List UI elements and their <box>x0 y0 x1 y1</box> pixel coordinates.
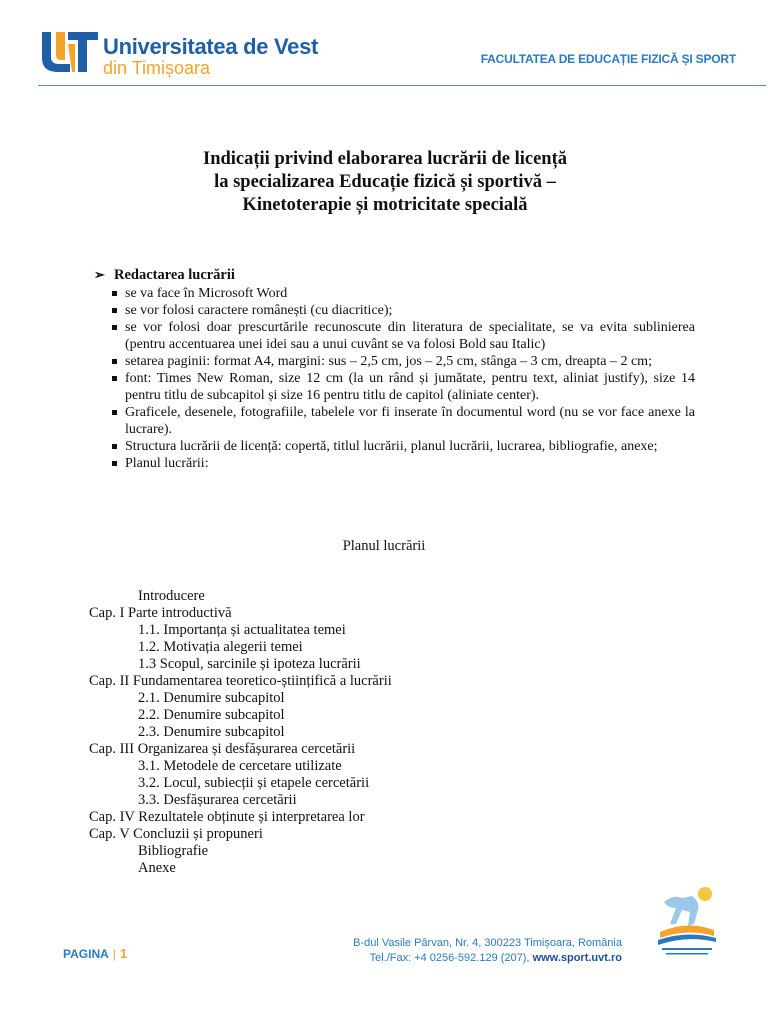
plan-outline <box>89 588 392 877</box>
list-item-text: se vor folosi caractere românești (cu diacritice); <box>125 303 393 318</box>
list-item-text: Graficele, desenele, fotografiile, tabelele vor fi inserate în documentul word (nu se vor face anexe la lucrare). <box>125 405 695 437</box>
square-bullet-icon <box>112 325 117 330</box>
title-line-3: Kinetoterapie și motricitate specială <box>242 195 528 215</box>
list-item <box>110 455 695 472</box>
page-separator: | <box>112 947 116 961</box>
page-number: 1 <box>119 946 128 961</box>
address-line: B-dul Vasile Pârvan, Nr. 4, 300223 Timișoara, România <box>353 937 622 949</box>
plan-line: Cap. V Concluzii și propuneri <box>89 826 263 842</box>
square-bullet-icon <box>112 461 117 466</box>
list-item <box>110 404 695 438</box>
plan-line: Anexe <box>138 860 176 876</box>
list-item-text: font: Times New Roman, size 12 cm (la un rând și jumătate, pentru text, aliniat justify), size 14 pentru titlu de subcapitol și size 16 pentru titlu de capitol (aliniate center). <box>125 371 695 403</box>
plan-line: Cap. III Organizarea și desfășurarea cercetării <box>89 741 356 757</box>
list-item-text: Structura lucrării de licență: copertă, titlul lucrării, planul lucrării, lucrarea, bibliografie, anexe; <box>125 439 658 454</box>
square-bullet-icon <box>112 291 117 296</box>
list-item <box>110 302 695 319</box>
plan-line: Cap. II Fundamentarea teoretico-științifică a lucrării <box>89 673 392 689</box>
plan-line: Cap. IV Rezultatele obținute și interpretarea lor <box>89 809 365 825</box>
plan-line: 1.2. Motivația alegerii temei <box>138 639 303 655</box>
page-header <box>0 0 768 90</box>
document-title <box>120 148 650 217</box>
list-item <box>110 285 695 302</box>
faculty-name: FACULTATEA DE EDUCAȚIE FIZICĂ ȘI SPORT <box>480 52 736 66</box>
list-item-text: Planul lucrării: <box>125 456 209 471</box>
square-bullet-icon <box>112 444 117 449</box>
plan-title: Planul lucrării <box>342 538 426 554</box>
page-indicator <box>63 946 127 961</box>
section-heading <box>94 267 235 284</box>
plan-line: 1.3 Scopul, sarcinile și ipoteza lucrării <box>138 656 361 672</box>
plan-line: Cap. I Parte introductivă <box>89 605 232 621</box>
plan-line: 2.1. Denumire subcapitol <box>138 690 285 706</box>
square-bullet-icon <box>112 308 117 313</box>
footer-address <box>353 936 622 966</box>
bullet-list <box>110 285 695 472</box>
plan-line: Bibliografie <box>138 843 209 859</box>
list-item <box>110 438 695 455</box>
header-divider <box>38 85 766 86</box>
uvt-logo-icon <box>38 28 100 76</box>
arrow-bullet-icon: ➢ <box>94 267 105 282</box>
title-line-2: la specializarea Educație fizică și sportivă – <box>214 172 556 192</box>
list-item <box>110 353 695 370</box>
phone-fax: Tel./Fax: +4 0256-592.129 (207), <box>369 952 530 964</box>
list-item <box>110 370 695 404</box>
plan-line: 3.1. Metodele de cercetare utilizate <box>138 758 342 774</box>
plan-line: 2.3. Denumire subcapitol <box>138 724 285 740</box>
page-label: PAGINA <box>63 947 109 961</box>
faculty-logo-icon <box>652 880 722 960</box>
plan-line: 3.2. Locul, subiecții și etapele cercetării <box>138 775 370 791</box>
plan-line: 1.1. Importanța și actualitatea temei <box>138 622 346 638</box>
plan-line: Introducere <box>138 588 205 604</box>
square-bullet-icon <box>112 359 117 364</box>
list-item-text: setarea paginii: format A4, margini: sus – 2,5 cm, jos – 2,5 cm, stânga – 3 cm, dreapta – 2 cm; <box>125 354 652 369</box>
plan-line: 2.2. Denumire subcapitol <box>138 707 285 723</box>
list-item-text: se vor folosi doar prescurtările recunoscute din literatura de specialitate, se va evita sublinierea (pentru accentuarea unei idei sau a unui cuvânt se va folosi Bold sau Italic) <box>125 320 695 352</box>
university-name-line1: Universitatea de Vest <box>103 34 319 59</box>
website-link[interactable]: www.sport.uvt.ro <box>532 952 622 964</box>
list-item <box>110 319 695 353</box>
contact-line <box>353 951 622 966</box>
list-item-text: se va face în Microsoft Word <box>125 286 288 301</box>
square-bullet-icon <box>112 410 117 415</box>
section-heading-text: Redactarea lucrării <box>114 267 235 283</box>
title-line-1: Indicații privind elaborarea lucrării de licență <box>203 149 567 169</box>
university-name <box>103 36 318 77</box>
plan-line: 3.3. Desfășurarea cercetării <box>138 792 297 808</box>
square-bullet-icon <box>112 376 117 381</box>
university-name-line2: din Timișoara <box>103 58 211 78</box>
